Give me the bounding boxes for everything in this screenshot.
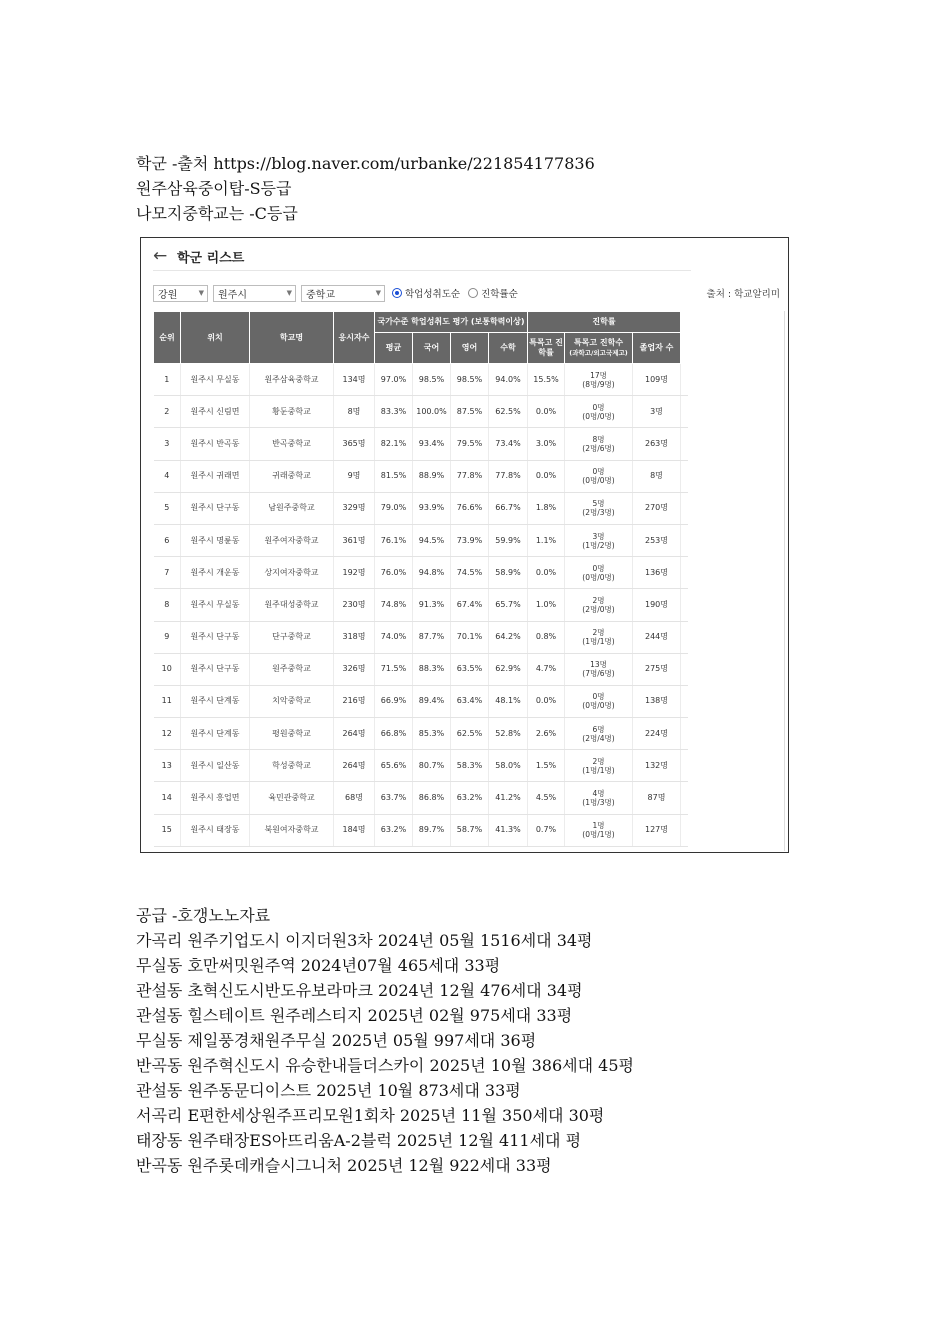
header-korean: 국어 xyxy=(413,333,451,364)
cell-spacer xyxy=(681,718,688,750)
special-count-total: 2명 xyxy=(592,628,605,638)
cell-graduates: 8명 xyxy=(633,460,681,492)
cell-korean: 87.7% xyxy=(413,621,451,653)
cell-english: 77.8% xyxy=(451,460,489,492)
cell-special-count xyxy=(565,621,633,653)
cell-spacer xyxy=(681,814,688,846)
cell-examinees: 264명 xyxy=(334,750,375,782)
cell-special-count xyxy=(565,428,633,460)
cell-english: 76.6% xyxy=(451,492,489,524)
data-source-label: 출처 : 학교알리미 xyxy=(706,289,780,300)
special-count-total: 4명 xyxy=(592,789,605,799)
special-count-total: 2명 xyxy=(592,595,605,605)
cell-spacer xyxy=(681,396,688,428)
intro-line-grade-c: 나모지중학교는 -C등급 xyxy=(136,204,298,223)
special-count-detail: (0명/0명) xyxy=(582,701,615,711)
cell-location: 원주시 단계동 xyxy=(181,718,250,750)
table-row xyxy=(154,685,688,717)
supply-line: 관설동 원주동문디이스트 2025년 10월 873세대 33평 xyxy=(136,1081,521,1100)
cell-examinees: 230명 xyxy=(334,589,375,621)
cell-location: 원주시 귀래면 xyxy=(181,460,250,492)
cell-graduates: 244명 xyxy=(633,621,681,653)
cell-special-rate: 4.5% xyxy=(528,782,565,814)
cell-school: 원주중학교 xyxy=(250,653,334,685)
cell-english: 58.7% xyxy=(451,814,489,846)
special-count-detail: (1명/1명) xyxy=(582,765,615,775)
table-row xyxy=(154,782,688,814)
header-english: 영어 xyxy=(451,333,489,364)
special-count-detail: (2명/6명) xyxy=(582,443,615,453)
special-count-total: 6명 xyxy=(592,724,605,734)
school-district-screenshot xyxy=(140,237,789,853)
cell-english: 62.5% xyxy=(451,718,489,750)
cell-graduates: 132명 xyxy=(633,750,681,782)
cell-location: 원주시 단계동 xyxy=(181,685,250,717)
special-count-detail: (0명/0명) xyxy=(582,476,615,486)
special-count-total: 13명 xyxy=(590,660,607,670)
cell-location: 원주시 반곡동 xyxy=(181,428,250,460)
cell-special-count xyxy=(565,524,633,556)
special-count-total: 1명 xyxy=(592,821,605,831)
cell-special-count xyxy=(565,396,633,428)
cell-special-rate: 1.5% xyxy=(528,750,565,782)
supply-line: 가곡리 원주기업도시 이지더원3차 2024년 05월 1516세대 34평 xyxy=(136,931,593,950)
cell-spacer xyxy=(681,364,688,396)
cell-spacer xyxy=(681,428,688,460)
cell-special-rate: 1.8% xyxy=(528,492,565,524)
header-achievement-group: 국가수준 학업성취도 평가 (보통학력이상) xyxy=(375,312,528,333)
cell-avg: 74.8% xyxy=(375,589,413,621)
supply-line: 무실동 제일풍경채원주무실 2025년 05월 997세대 36평 xyxy=(136,1031,537,1050)
cell-rank: 9 xyxy=(154,621,181,653)
cell-school: 단구중학교 xyxy=(250,621,334,653)
cell-spacer xyxy=(681,460,688,492)
cell-spacer xyxy=(681,557,688,589)
cell-rank: 5 xyxy=(154,492,181,524)
cell-special-count xyxy=(565,685,633,717)
cell-graduates: 275명 xyxy=(633,653,681,685)
cell-english: 70.1% xyxy=(451,621,489,653)
special-count-total: 8명 xyxy=(592,434,605,444)
cell-examinees: 326명 xyxy=(334,653,375,685)
cell-special-rate: 3.0% xyxy=(528,428,565,460)
cell-spacer xyxy=(681,653,688,685)
cell-avg: 82.1% xyxy=(375,428,413,460)
sort-by-advancement-radio[interactable] xyxy=(468,286,518,300)
header-spacer xyxy=(681,312,688,364)
special-count-detail: (1명/3명) xyxy=(582,798,615,808)
cell-english: 63.2% xyxy=(451,782,489,814)
cell-graduates: 190명 xyxy=(633,589,681,621)
cell-graduates: 253명 xyxy=(633,524,681,556)
cell-english: 63.5% xyxy=(451,653,489,685)
cell-examinees: 68명 xyxy=(334,782,375,814)
cell-special-rate: 0.8% xyxy=(528,621,565,653)
cell-special-rate: 4.7% xyxy=(528,653,565,685)
special-count-detail: (7명/6명) xyxy=(582,669,615,679)
special-count-detail: (2명/0명) xyxy=(582,604,615,614)
sort-achievement-label: 학업성취도순 xyxy=(405,289,461,300)
cell-examinees: 8명 xyxy=(334,396,375,428)
cell-korean: 88.9% xyxy=(413,460,451,492)
cell-examinees: 365명 xyxy=(334,428,375,460)
supply-line: 관설동 힐스테이트 원주레스티지 2025년 02월 975세대 33평 xyxy=(136,1006,573,1025)
intro-line-source: 학군 -출처 https://blog.naver.com/urbanke/221854177836 xyxy=(136,154,595,173)
cell-location: 원주시 흥업면 xyxy=(181,782,250,814)
cell-math: 48.1% xyxy=(489,685,528,717)
cell-korean: 85.3% xyxy=(413,718,451,750)
cell-special-rate: 0.0% xyxy=(528,557,565,589)
cell-location: 원주시 단구동 xyxy=(181,492,250,524)
cell-school: 평원중학교 xyxy=(250,718,334,750)
cell-math: 41.2% xyxy=(489,782,528,814)
special-count-detail: (2명/3명) xyxy=(582,508,615,518)
supply-line: 태장동 원주태장ES아뜨리움A-2블럭 2025년 12월 411세대 평 xyxy=(136,1131,582,1150)
sort-advancement-label: 진학률순 xyxy=(481,289,518,300)
cell-english: 73.9% xyxy=(451,524,489,556)
cell-spacer xyxy=(681,621,688,653)
special-count-detail: (2명/4명) xyxy=(582,733,615,743)
cell-math: 58.0% xyxy=(489,750,528,782)
cell-school: 황둔중학교 xyxy=(250,396,334,428)
supply-line: 관설동 초혁신도시반도유보라마크 2024년 12월 476세대 34평 xyxy=(136,981,583,1000)
cell-location: 원주시 무실동 xyxy=(181,364,250,396)
special-count-total: 0명 xyxy=(592,467,605,477)
cell-location: 원주시 일산동 xyxy=(181,750,250,782)
table-row xyxy=(154,653,688,685)
cell-math: 73.4% xyxy=(489,428,528,460)
school-type-select[interactable] xyxy=(301,285,385,302)
cell-location: 원주시 태장동 xyxy=(181,814,250,846)
cell-special-count xyxy=(565,718,633,750)
cell-math: 66.7% xyxy=(489,492,528,524)
cell-rank: 14 xyxy=(154,782,181,814)
supply-line: 반곡동 원주롯데캐슬시그니처 2025년 12월 922세대 33평 xyxy=(136,1156,552,1175)
cell-math: 65.7% xyxy=(489,589,528,621)
cell-location: 원주시 개운동 xyxy=(181,557,250,589)
panel-header xyxy=(153,244,244,268)
cell-school: 원주대성중학교 xyxy=(250,589,334,621)
table-row xyxy=(154,428,688,460)
special-count-total: 0명 xyxy=(592,563,605,573)
intro-text xyxy=(136,151,595,226)
cell-graduates: 3명 xyxy=(633,396,681,428)
cell-english: 67.4% xyxy=(451,589,489,621)
cell-graduates: 263명 xyxy=(633,428,681,460)
cell-special-count xyxy=(565,589,633,621)
chevron-down-icon: ▼ xyxy=(286,289,292,297)
table-row xyxy=(154,750,688,782)
cell-school: 귀래중학교 xyxy=(250,460,334,492)
cell-spacer xyxy=(681,782,688,814)
cell-graduates: 136명 xyxy=(633,557,681,589)
cell-korean: 91.3% xyxy=(413,589,451,621)
cell-rank: 6 xyxy=(154,524,181,556)
table-row xyxy=(154,460,688,492)
cell-avg: 74.0% xyxy=(375,621,413,653)
school-type-select-value: 중학교 xyxy=(306,289,335,301)
supply-text xyxy=(136,903,634,1178)
panel-title: 학군 리스트 xyxy=(177,250,245,266)
cell-avg: 66.9% xyxy=(375,685,413,717)
header-avg: 평균 xyxy=(375,333,413,364)
cell-english: 87.5% xyxy=(451,396,489,428)
special-count-detail: (0명/0명) xyxy=(582,411,615,421)
cell-korean: 98.5% xyxy=(413,364,451,396)
cell-special-rate: 0.0% xyxy=(528,460,565,492)
cell-school: 원주삼육중학교 xyxy=(250,364,334,396)
supply-line: 반곡동 원주혁신도시 유승한내들더스카이 2025년 10월 386세대 45평 xyxy=(136,1056,634,1075)
cell-graduates: 138명 xyxy=(633,685,681,717)
school-ranking-table xyxy=(153,311,688,847)
special-count-total: 5명 xyxy=(592,499,605,509)
table-row xyxy=(154,396,688,428)
cell-math: 62.5% xyxy=(489,396,528,428)
cell-examinees: 216명 xyxy=(334,685,375,717)
cell-spacer xyxy=(681,492,688,524)
cell-special-rate: 0.7% xyxy=(528,814,565,846)
cell-examinees: 134명 xyxy=(334,364,375,396)
cell-rank: 2 xyxy=(154,396,181,428)
cell-graduates: 270명 xyxy=(633,492,681,524)
cell-korean: 89.7% xyxy=(413,814,451,846)
cell-english: 98.5% xyxy=(451,364,489,396)
cell-korean: 80.7% xyxy=(413,750,451,782)
header-advancement-group: 진학률 xyxy=(528,312,681,333)
special-count-total: 3명 xyxy=(592,531,605,541)
cell-math: 52.8% xyxy=(489,718,528,750)
cell-korean: 88.3% xyxy=(413,653,451,685)
supply-line: 무실동 호만써밋원주역 2024년07월 465세대 33평 xyxy=(136,956,501,975)
cell-spacer xyxy=(681,750,688,782)
region-select[interactable] xyxy=(153,285,208,302)
cell-special-count xyxy=(565,460,633,492)
cell-math: 41.3% xyxy=(489,814,528,846)
cell-korean: 93.4% xyxy=(413,428,451,460)
header-math: 수학 xyxy=(489,333,528,364)
special-count-detail: (1명/2명) xyxy=(582,540,615,550)
cell-korean: 94.8% xyxy=(413,557,451,589)
cell-special-rate: 1.0% xyxy=(528,589,565,621)
cell-korean: 94.5% xyxy=(413,524,451,556)
cell-location: 원주시 무실동 xyxy=(181,589,250,621)
cell-special-count xyxy=(565,653,633,685)
cell-school: 남원주중학교 xyxy=(250,492,334,524)
header-special-count xyxy=(565,333,633,364)
cell-special-rate: 1.1% xyxy=(528,524,565,556)
cell-math: 62.9% xyxy=(489,653,528,685)
cell-english: 79.5% xyxy=(451,428,489,460)
cell-spacer xyxy=(681,589,688,621)
scrollbar-track[interactable] xyxy=(784,311,785,851)
cell-avg: 83.3% xyxy=(375,396,413,428)
header-special-rate-label: 특목고 진학률 xyxy=(529,338,563,357)
cell-examinees: 329명 xyxy=(334,492,375,524)
special-count-total: 0명 xyxy=(592,692,605,702)
city-select[interactable] xyxy=(213,285,296,302)
cell-english: 74.5% xyxy=(451,557,489,589)
cell-avg: 79.0% xyxy=(375,492,413,524)
header-special-count-sub: (과학고/외고국제고) xyxy=(569,349,628,357)
cell-math: 59.9% xyxy=(489,524,528,556)
cell-avg: 76.0% xyxy=(375,557,413,589)
special-count-total: 0명 xyxy=(592,402,605,412)
table-row xyxy=(154,814,688,846)
cell-special-count xyxy=(565,814,633,846)
header-examinees: 응시자수 xyxy=(334,312,375,364)
cell-english: 58.3% xyxy=(451,750,489,782)
cell-math: 77.8% xyxy=(489,460,528,492)
cell-school: 북원여자중학교 xyxy=(250,814,334,846)
header-special-count-label: 특목고 진학수 xyxy=(573,338,624,347)
table-row xyxy=(154,492,688,524)
radio-selected-icon xyxy=(392,288,402,298)
cell-special-rate: 0.0% xyxy=(528,685,565,717)
cell-avg: 97.0% xyxy=(375,364,413,396)
cell-korean: 89.4% xyxy=(413,685,451,717)
special-count-detail: (0명/0명) xyxy=(582,572,615,582)
header-graduates: 졸업자 수 xyxy=(633,333,681,364)
cell-rank: 10 xyxy=(154,653,181,685)
table-row xyxy=(154,557,688,589)
cell-english: 63.4% xyxy=(451,685,489,717)
cell-avg: 66.8% xyxy=(375,718,413,750)
chevron-down-icon: ▼ xyxy=(375,289,381,297)
cell-avg: 71.5% xyxy=(375,653,413,685)
cell-avg: 63.2% xyxy=(375,814,413,846)
back-arrow-icon[interactable]: ← xyxy=(153,246,168,266)
supply-line: 서곡리 E편한세상원주프리모원1회차 2025년 11월 350세대 30평 xyxy=(136,1106,605,1125)
table-body xyxy=(154,364,688,847)
cell-rank: 11 xyxy=(154,685,181,717)
cell-examinees: 318명 xyxy=(334,621,375,653)
cell-examinees: 361명 xyxy=(334,524,375,556)
cell-math: 58.9% xyxy=(489,557,528,589)
cell-avg: 76.1% xyxy=(375,524,413,556)
cell-examinees: 264명 xyxy=(334,718,375,750)
cell-special-count xyxy=(565,492,633,524)
header-divider xyxy=(153,270,691,271)
special-count-total: 17명 xyxy=(590,370,607,380)
cell-location: 원주시 단구동 xyxy=(181,653,250,685)
cell-rank: 15 xyxy=(154,814,181,846)
table-row xyxy=(154,524,688,556)
supply-heading: 공급 -호갱노노자료 xyxy=(136,906,271,925)
sort-by-achievement-radio[interactable] xyxy=(392,286,460,300)
cell-location: 원주시 단구동 xyxy=(181,621,250,653)
cell-school: 상지여자중학교 xyxy=(250,557,334,589)
table-row xyxy=(154,718,688,750)
cell-korean: 86.8% xyxy=(413,782,451,814)
cell-school: 학성중학교 xyxy=(250,750,334,782)
cell-rank: 13 xyxy=(154,750,181,782)
cell-korean: 93.9% xyxy=(413,492,451,524)
cell-special-rate: 2.6% xyxy=(528,718,565,750)
special-count-detail: (1명/1명) xyxy=(582,637,615,647)
cell-rank: 8 xyxy=(154,589,181,621)
city-select-value: 원주시 xyxy=(218,289,247,301)
cell-graduates: 224명 xyxy=(633,718,681,750)
cell-school: 반곡중학교 xyxy=(250,428,334,460)
cell-special-count xyxy=(565,750,633,782)
filter-bar xyxy=(153,284,780,302)
header-rank: 순위 xyxy=(154,312,181,364)
cell-rank: 7 xyxy=(154,557,181,589)
special-count-detail: (0명/1명) xyxy=(582,830,615,840)
cell-math: 94.0% xyxy=(489,364,528,396)
cell-avg: 65.6% xyxy=(375,750,413,782)
cell-examinees: 192명 xyxy=(334,557,375,589)
cell-school: 치악중학교 xyxy=(250,685,334,717)
header-location: 위치 xyxy=(181,312,250,364)
header-special-rate xyxy=(528,333,565,364)
cell-special-rate: 15.5% xyxy=(528,364,565,396)
cell-rank: 12 xyxy=(154,718,181,750)
cell-special-rate: 0.0% xyxy=(528,396,565,428)
cell-location: 원주시 명륜동 xyxy=(181,524,250,556)
cell-special-count xyxy=(565,557,633,589)
region-select-value: 강원 xyxy=(158,289,178,301)
cell-graduates: 109명 xyxy=(633,364,681,396)
header-school: 학교명 xyxy=(250,312,334,364)
table-row xyxy=(154,364,688,396)
cell-spacer xyxy=(681,685,688,717)
special-count-detail: (8명/9명) xyxy=(582,379,615,389)
table-row xyxy=(154,621,688,653)
radio-unselected-icon xyxy=(468,288,478,298)
cell-examinees: 184명 xyxy=(334,814,375,846)
cell-math: 64.2% xyxy=(489,621,528,653)
cell-spacer xyxy=(681,524,688,556)
cell-avg: 63.7% xyxy=(375,782,413,814)
cell-school: 육민관중학교 xyxy=(250,782,334,814)
cell-examinees: 9명 xyxy=(334,460,375,492)
cell-graduates: 87명 xyxy=(633,782,681,814)
special-count-total: 2명 xyxy=(592,756,605,766)
cell-korean: 100.0% xyxy=(413,396,451,428)
cell-rank: 3 xyxy=(154,428,181,460)
chevron-down-icon: ▼ xyxy=(198,289,204,297)
cell-graduates: 127명 xyxy=(633,814,681,846)
cell-special-count xyxy=(565,782,633,814)
intro-line-grade-s: 원주삼육중이탑-S등급 xyxy=(136,179,292,198)
table-row xyxy=(154,589,688,621)
cell-rank: 4 xyxy=(154,460,181,492)
cell-rank: 1 xyxy=(154,364,181,396)
cell-location: 원주시 신림면 xyxy=(181,396,250,428)
cell-avg: 81.5% xyxy=(375,460,413,492)
cell-school: 원주여자중학교 xyxy=(250,524,334,556)
cell-special-count xyxy=(565,364,633,396)
